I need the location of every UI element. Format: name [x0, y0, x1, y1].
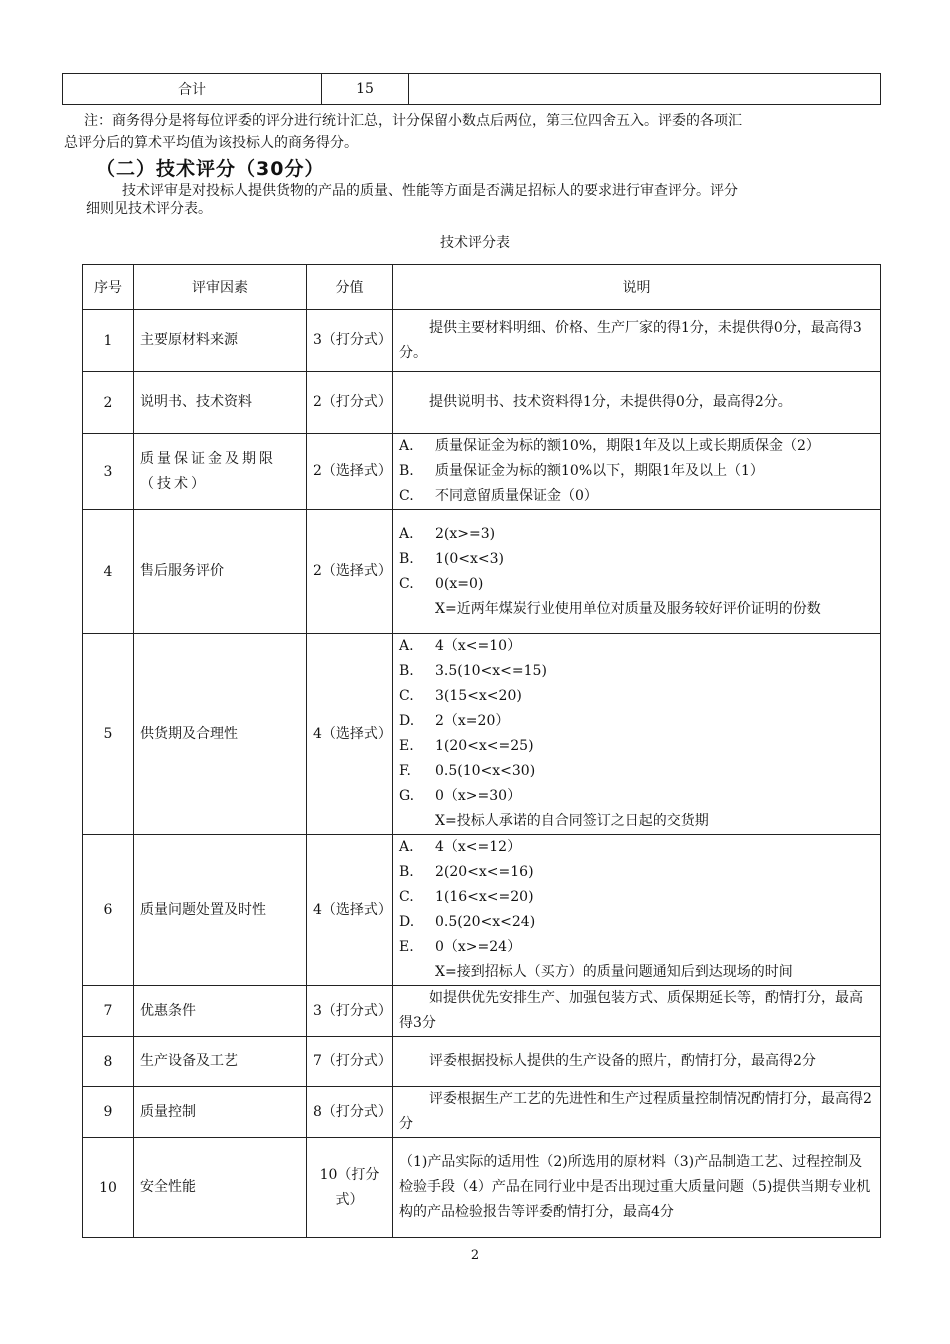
- table-row: [83, 1037, 881, 1087]
- option-text: 4（x<=12）: [435, 839, 522, 855]
- row-factor: 优惠条件: [134, 986, 307, 1037]
- table-header-row: [83, 265, 881, 310]
- row-description: [393, 986, 881, 1037]
- option-key: A.: [399, 438, 414, 454]
- option-line: [399, 709, 874, 734]
- option-text: 不同意留质量保证金（0）: [435, 488, 598, 504]
- option-text: 1(20<x<=25): [435, 738, 534, 754]
- option-text: 2（x=20）: [435, 713, 510, 729]
- row-score: 2（打分式）: [307, 372, 393, 434]
- table-row: [83, 510, 881, 634]
- summary-label: 合计: [63, 74, 322, 105]
- scoring-note: [64, 110, 884, 154]
- option-text: 1(0<x<3): [435, 550, 505, 567]
- row-score: 10（打分式）: [307, 1138, 393, 1238]
- table-row: [83, 1087, 881, 1138]
- row-score: 8（打分式）: [307, 1087, 393, 1138]
- row-number: 2: [83, 372, 134, 434]
- row-factor: 安全性能: [134, 1138, 307, 1238]
- header-score: 分值: [307, 265, 393, 310]
- header-no: 序号: [83, 265, 134, 310]
- option-key: A.: [399, 525, 414, 542]
- option-key: B.: [399, 550, 414, 567]
- option-line: [399, 885, 874, 910]
- summary-table: [62, 73, 881, 105]
- option-key: B.: [399, 463, 414, 479]
- option-text: 1(16<x<=20): [435, 889, 534, 905]
- row-score: 7（打分式）: [307, 1037, 393, 1087]
- option-line: [399, 434, 874, 459]
- table-title: 技术评分表: [440, 235, 510, 251]
- option-text: 0(x=0): [435, 575, 484, 592]
- description-text: 提供主要材料明细、价格、生产厂家的得1分，未提供得0分，最高得3分。: [399, 319, 862, 361]
- option-text: 0.5(10<x<30): [435, 763, 536, 779]
- option-text: 4（x<=10）: [435, 638, 522, 654]
- row-factor: 质量问题处置及时性: [134, 835, 307, 986]
- option-text: 质量保证金为标的额10%以下，期限1年及以上（1）: [435, 463, 764, 479]
- option-key: C.: [399, 889, 414, 905]
- option-text: 0.5(20<x<24): [435, 914, 536, 930]
- option-line: [399, 759, 874, 784]
- row-description: [393, 434, 881, 510]
- option-text: 质量保证金为标的额10%，期限1年及以上或长期质保金（2）: [435, 438, 820, 454]
- row-factor: 主要原材料来源: [134, 310, 307, 372]
- row-description: [393, 835, 881, 986]
- table-row: [83, 986, 881, 1037]
- row-number: 7: [83, 986, 134, 1037]
- option-line: [399, 684, 874, 709]
- option-key: E.: [399, 939, 414, 955]
- row-number: 9: [83, 1087, 134, 1138]
- option-key: D.: [399, 914, 415, 930]
- option-key: C.: [399, 488, 414, 504]
- option-text: 0（x>=30）: [435, 788, 522, 804]
- option-line: [399, 572, 874, 597]
- row-number: 3: [83, 434, 134, 510]
- row-number: 5: [83, 634, 134, 835]
- option-key: F.: [399, 763, 411, 779]
- table-row: [83, 372, 881, 434]
- header-factor: 评审因素: [134, 265, 307, 310]
- option-key: B.: [399, 864, 414, 880]
- row-score: 2（选择式）: [307, 510, 393, 634]
- option-line: [399, 547, 874, 572]
- row-factor: 说明书、技术资料: [134, 372, 307, 434]
- row-description: [393, 1037, 881, 1087]
- description-text: 如提供优先安排生产、加强包装方式、质保期延长等，酌情打分，最高得3分: [399, 990, 863, 1031]
- option-line: [399, 835, 874, 860]
- description-text: 评委根据生产工艺的先进性和生产过程质量控制情况酌情打分，最高得2分: [399, 1091, 872, 1132]
- row-score: 4（选择式）: [307, 835, 393, 986]
- row-number: 10: [83, 1138, 134, 1238]
- row-number: 4: [83, 510, 134, 634]
- option-key: D.: [399, 713, 415, 729]
- option-line: [399, 484, 874, 509]
- option-text: 0（x>=24）: [435, 939, 522, 955]
- option-key: C.: [399, 575, 414, 592]
- description-text: 评委根据投标人提供的生产设备的照片，酌情打分，最高得2分: [429, 1053, 816, 1069]
- row-description: [393, 372, 881, 434]
- option-definition: X=近两年煤炭行业使用单位对质量及服务较好评价证明的份数: [435, 600, 821, 617]
- option-line: [399, 734, 874, 759]
- option-line: [399, 634, 874, 659]
- option-line: [399, 522, 874, 547]
- row-score: 2（选择式）: [307, 434, 393, 510]
- summary-value: 15: [322, 74, 409, 105]
- row-description: [393, 510, 881, 634]
- option-line: [399, 459, 874, 484]
- option-key: C.: [399, 688, 414, 704]
- option-line: [399, 659, 874, 684]
- option-text: 2(x>=3): [435, 525, 496, 542]
- row-factor: 生产设备及工艺: [134, 1037, 307, 1087]
- row-number: 8: [83, 1037, 134, 1087]
- section-title: （二）技术评分（30分）: [96, 158, 325, 180]
- row-description: [393, 634, 881, 835]
- row-factor: 质量控制: [134, 1087, 307, 1138]
- option-text: 3.5(10<x<=15): [435, 663, 547, 679]
- row-factor: 供货期及合理性: [134, 634, 307, 835]
- table-row: [83, 634, 881, 835]
- row-number: 6: [83, 835, 134, 986]
- option-key: E.: [399, 738, 414, 754]
- option-key: G.: [399, 788, 415, 804]
- intro-line-2: 细则见技术评分表。: [86, 201, 212, 217]
- option-definition: X=接到招标人（买方）的质量问题通知后到达现场的时间: [435, 964, 793, 980]
- intro-line-1: 技术评审是对投标人提供货物的产品的质量、性能等方面是否满足招标人的要求进行审查评分。评分: [122, 183, 738, 199]
- row-description: [393, 1138, 881, 1238]
- note-line-2: 总评分后的算术平均值为该投标人的商务得分。: [64, 135, 358, 151]
- option-definition: X=投标人承诺的自合同签订之日起的交货期: [435, 813, 709, 829]
- row-score: 3（打分式）: [307, 986, 393, 1037]
- description-text: （1)产品实际的适用性（2)所选用的原材料（3)产品制造工艺、过程控制及检验手段（4）产品在同行业中是否出现过重大质量问题（5)提供当期专业机构的产品检验报告等评委酌情打分，最高4分: [399, 1154, 871, 1220]
- option-line: [399, 784, 874, 809]
- option-text: 3(15<x<20): [435, 688, 522, 704]
- page-number: 2: [470, 1248, 480, 1263]
- row-description: [393, 310, 881, 372]
- intro-paragraph: [86, 182, 876, 218]
- table-row: [83, 434, 881, 510]
- option-key: B.: [399, 663, 414, 679]
- summary-row: [63, 74, 881, 105]
- table-row: [83, 1138, 881, 1238]
- header-desc: 说明: [393, 265, 881, 310]
- row-number: 1: [83, 310, 134, 372]
- table-body: [83, 310, 881, 1238]
- option-line: [399, 910, 874, 935]
- row-factor: 售后服务评价: [134, 510, 307, 634]
- note-line-1: 注：商务得分是将每位评委的评分进行统计汇总，计分保留小数点后两位，第三位四舍五入。评委的各项汇: [84, 113, 742, 129]
- row-factor: 质量保证金及期限（技术）: [134, 434, 307, 510]
- row-description: [393, 1087, 881, 1138]
- option-key: A.: [399, 638, 414, 654]
- description-text: 提供说明书、技术资料得1分，未提供得0分，最高得2分。: [429, 394, 792, 410]
- tech-score-table: [82, 264, 881, 1238]
- option-line: [399, 860, 874, 885]
- option-key: A.: [399, 839, 414, 855]
- row-score: 4（选择式）: [307, 634, 393, 835]
- option-text: 2(20<x<=16): [435, 864, 534, 880]
- summary-extra: [409, 74, 881, 105]
- row-score: 3（打分式）: [307, 310, 393, 372]
- table-row: [83, 310, 881, 372]
- option-line: [399, 935, 874, 960]
- table-row: [83, 835, 881, 986]
